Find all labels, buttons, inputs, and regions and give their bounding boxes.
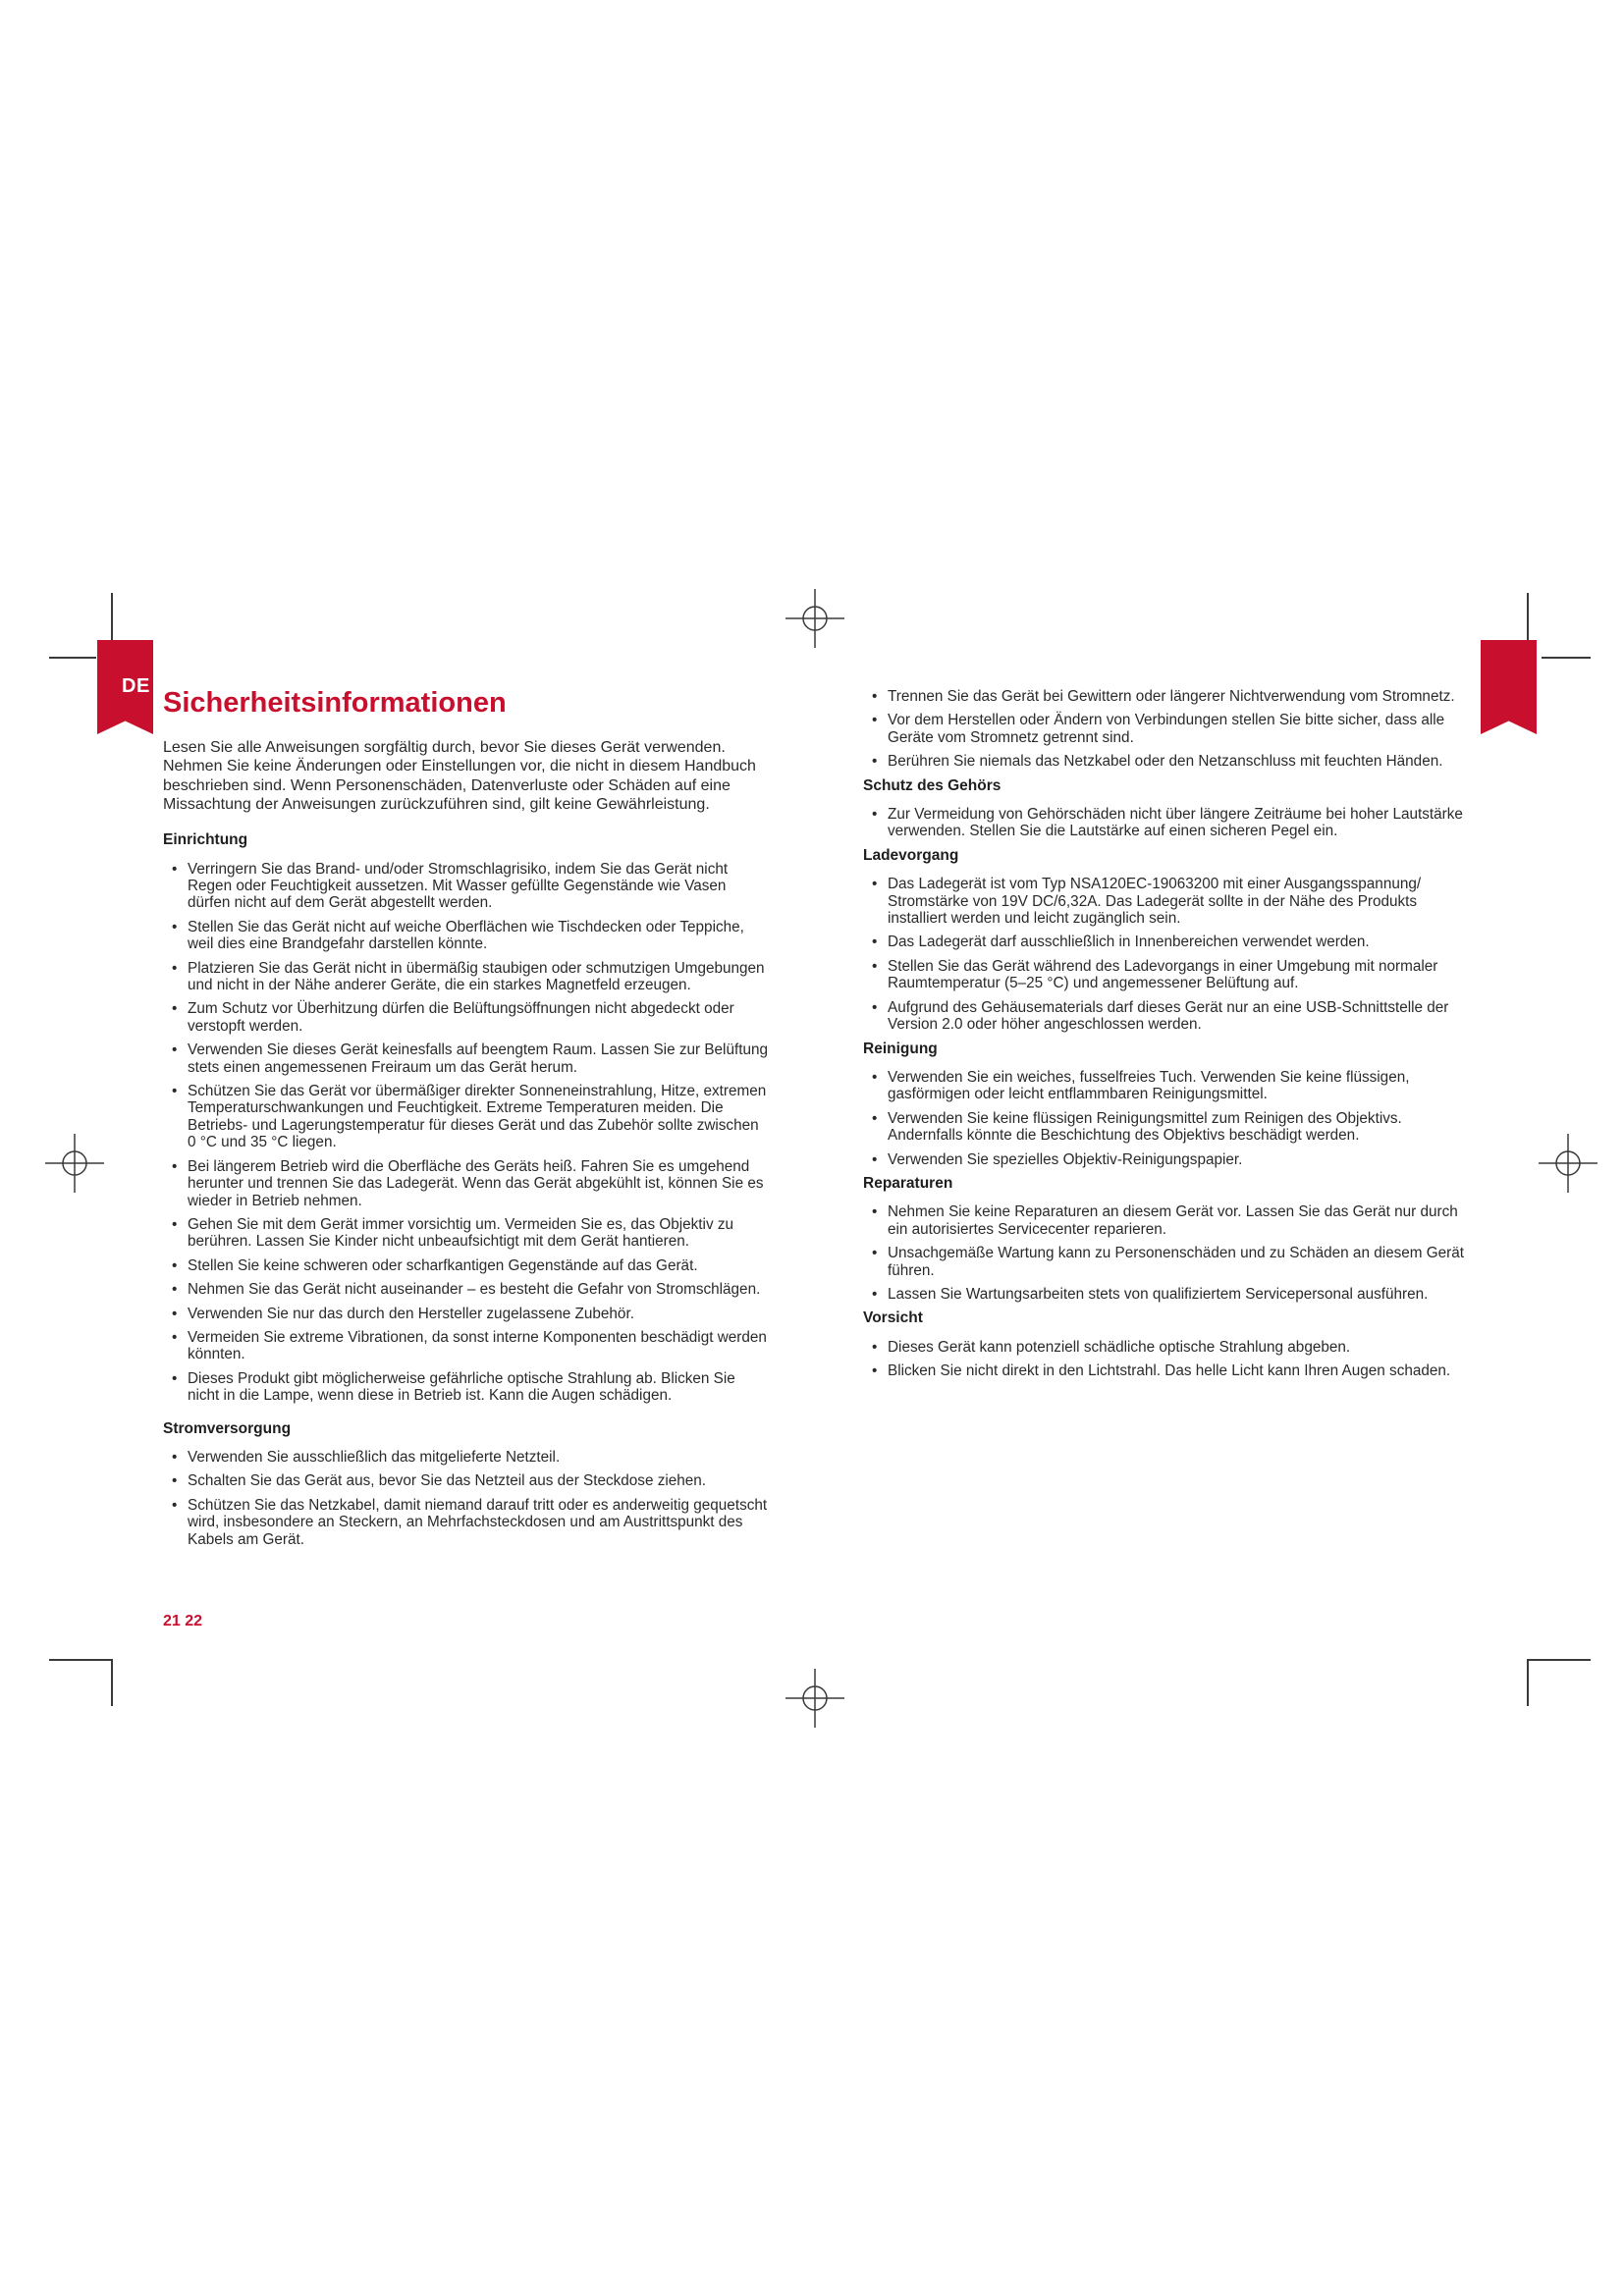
section-schutz-des-gehoers	[863, 777, 1472, 840]
section-continued	[863, 688, 1472, 771]
crop-mark	[1527, 1659, 1529, 1706]
language-tab-right	[1481, 640, 1537, 734]
list-item: • Bei längerem Betrieb wird die Oberfläche des Geräts heiß. Fahren Sie es umgehend herunter und trennen Sie das Ladegerät. Wenn das Gerät abgekühlt ist, können Sie es wieder in Betrieb nehmen.	[163, 1158, 769, 1209]
crop-mark	[49, 657, 96, 659]
list-item: • Verwenden Sie dieses Gerät keinesfalls auf beengtem Raum. Lassen Sie zur Belüftung stets einen angemessenen Freiraum um das Gerät herum.	[163, 1041, 769, 1076]
list-item: • Verwenden Sie ein weiches, fusselfreies Tuch. Verwenden Sie keine flüssigen, gasförmigen oder leicht entflammbaren Reinigungsmittel.	[863, 1069, 1472, 1103]
section-stromversorgung	[163, 1420, 769, 1548]
list-item: • Stellen Sie das Gerät nicht auf weiche Oberflächen wie Tischdecken oder Teppiche, weil dies eine Brandgefahr darstellen könnte.	[163, 919, 769, 953]
bullet-list	[163, 861, 769, 1405]
section-heading: Einrichtung	[163, 831, 248, 849]
list-item: • Dieses Gerät kann potenziell schädliche optische Strahlung abgeben.	[863, 1339, 1472, 1356]
registration-mark-icon	[1539, 1134, 1597, 1193]
crop-mark	[49, 1659, 113, 1661]
list-item: • Verwenden Sie spezielles Objektiv-Reinigungspapier.	[863, 1151, 1472, 1168]
section-ladevorgang	[863, 847, 1472, 1034]
section-heading: Ladevorgang	[863, 846, 959, 864]
section-vorsicht	[863, 1309, 1472, 1379]
list-item: • Stellen Sie keine schweren oder scharfkantigen Gegenstände auf das Gerät.	[163, 1257, 769, 1274]
list-item: • Trennen Sie das Gerät bei Gewittern oder längerer Nichtverwendung vom Stromnetz.	[863, 688, 1472, 705]
list-item: • Dieses Produkt gibt möglicherweise gefährliche optische Strahlung ab. Blicken Sie nicht in die Lampe, wenn diese in Betrieb ist. Kann die Augen schädigen.	[163, 1370, 769, 1405]
language-tab-label: DE	[122, 675, 150, 697]
page-title: Sicherheitsinformationen	[163, 687, 507, 719]
left-sections	[163, 831, 769, 1548]
bullet-list	[863, 1203, 1472, 1303]
list-item: • Aufgrund des Gehäusematerials darf dieses Gerät nur an eine USB-Schnittstelle der Version 2.0 oder höher angeschlossen werden.	[863, 999, 1472, 1034]
list-item: • Verwenden Sie nur das durch den Hersteller zugelassene Zubehör.	[163, 1306, 769, 1322]
list-item: • Zum Schutz vor Überhitzung dürfen die Belüftungsöffnungen nicht abgedeckt oder verstopft werden.	[163, 1000, 769, 1035]
right-column	[863, 688, 1472, 1387]
crop-mark	[111, 1659, 113, 1706]
bullet-list	[163, 1449, 769, 1548]
section-heading: Stromversorgung	[163, 1419, 292, 1437]
registration-mark-icon	[785, 1669, 844, 1728]
list-item: • Zur Vermeidung von Gehörschäden nicht über längere Zeiträume bei hoher Lautstärke verwenden. Stellen Sie die Lautstärke auf einen sicheren Pegel ein.	[863, 806, 1472, 840]
section-reparaturen	[863, 1175, 1472, 1303]
list-item: • Das Ladegerät ist vom Typ NSA120EC-19063200 mit einer Ausgangsspannung/ Stromstärke von 19V DC/6,32A. Das Ladegerät sollte in der Nähe des Produkts installiert werden und leicht zugänglich sein.	[863, 876, 1472, 927]
crop-mark	[1527, 1659, 1591, 1661]
registration-mark-icon	[785, 589, 844, 648]
section-heading: Reinigung	[863, 1040, 938, 1057]
list-item: • Vor dem Herstellen oder Ändern von Verbindungen stellen Sie bitte sicher, dass alle Geräte vom Stromnetz getrennt sind.	[863, 712, 1472, 746]
list-item: • Das Ladegerät darf ausschließlich in Innenbereichen verwendet werden.	[863, 934, 1472, 950]
bullet-list	[863, 806, 1472, 840]
section-reinigung	[863, 1041, 1472, 1168]
bullet-list	[863, 876, 1472, 1033]
list-item: • Nehmen Sie das Gerät nicht auseinander – es besteht die Gefahr von Stromschlägen.	[163, 1281, 769, 1298]
registration-mark-icon	[45, 1134, 104, 1193]
list-item: • Schützen Sie das Netzkabel, damit niemand darauf tritt oder es anderweitig gequetscht wird, insbesondere an Steckern, an Mehrfachsteckdosen und am Austrittspunkt des Kabels am Gerät.	[163, 1497, 769, 1548]
list-item: • Vermeiden Sie extreme Vibrationen, da sonst interne Komponenten beschädigt werden könnten.	[163, 1329, 769, 1363]
list-item: • Berühren Sie niemals das Netzkabel oder den Netzanschluss mit feuchten Händen.	[863, 753, 1472, 770]
bullet-list	[863, 1069, 1472, 1168]
list-item: • Stellen Sie das Gerät während des Ladevorgangs in einer Umgebung mit normaler Raumtemperatur (5–25 °C) und angemessener Belüftung auf.	[863, 958, 1472, 992]
section-heading: Reparaturen	[863, 1174, 953, 1192]
list-item: • Blicken Sie nicht direkt in den Lichtstrahl. Das helle Licht kann Ihren Augen schaden.	[863, 1362, 1472, 1379]
list-item: • Nehmen Sie keine Reparaturen an diesem Gerät vor. Lassen Sie das Gerät nur durch ein autorisiertes Servicecenter reparieren.	[863, 1203, 1472, 1238]
section-heading: Schutz des Gehörs	[863, 776, 1001, 794]
left-column	[163, 738, 769, 1555]
section-heading: Vorsicht	[863, 1309, 923, 1327]
list-item: • Unsachgemäße Wartung kann zu Personenschäden und zu Schäden an diesem Gerät führen.	[863, 1245, 1472, 1279]
bullet-list	[863, 688, 1472, 771]
list-item: • Verwenden Sie keine flüssigen Reinigungsmittel zum Reinigen des Objektivs. Andernfalls könnte die Beschichtung des Objektivs beschädigt werden.	[863, 1110, 1472, 1145]
bullet-list	[863, 1339, 1472, 1380]
list-item: • Gehen Sie mit dem Gerät immer vorsichtig um. Vermeiden Sie es, das Objektiv zu berühren. Lassen Sie Kinder nicht unbeaufsichtigt mit dem Gerät hantieren.	[163, 1216, 769, 1251]
list-item: • Lassen Sie Wartungsarbeiten stets von qualifiziertem Servicepersonal ausführen.	[863, 1286, 1472, 1303]
list-item: • Schalten Sie das Gerät aus, bevor Sie das Netzteil aus der Steckdose ziehen.	[163, 1472, 769, 1489]
list-item: • Platzieren Sie das Gerät nicht in übermäßig staubigen oder schmutzigen Umgebungen und nicht in der Nähe anderer Geräte, die ein starkes Magnetfeld erzeugen.	[163, 960, 769, 994]
crop-mark	[1542, 657, 1591, 659]
section-einrichtung	[163, 831, 769, 1404]
intro-paragraph: Lesen Sie alle Anweisungen sorgfältig durch, bevor Sie dieses Gerät verwenden. Nehmen Sie keine Änderungen oder Einstellungen vor, die nicht in diesem Handbuch beschrieben sind. Wenn Personenschäden, Datenverluste oder Schäden auf eine Missachtung der Anweisungen zurückzuführen sind, gilt keine Gewährleistung.	[163, 739, 756, 813]
list-item: • Schützen Sie das Gerät vor übermäßiger direkter Sonneneinstrahlung, Hitze, extremen Temperaturschwankungen und Feuchtigkeit. Extreme Temperaturen meiden. Die Betriebs- und Lagerungstemperatur für dieses Gerät und das Zubehör sollte zwischen 0 °C und 35 °C liegen.	[163, 1083, 769, 1151]
page-numbers: 21 22	[163, 1613, 203, 1629]
list-item: • Verringern Sie das Brand- und/oder Stromschlagrisiko, indem Sie das Gerät nicht Regen oder Feuchtigkeit aussetzen. Mit Wasser gefüllte Gegenstände wie Vasen dürfen nicht auf dem Gerät abgestellt werden.	[163, 861, 769, 912]
list-item: • Verwenden Sie ausschließlich das mitgelieferte Netzteil.	[163, 1449, 769, 1466]
